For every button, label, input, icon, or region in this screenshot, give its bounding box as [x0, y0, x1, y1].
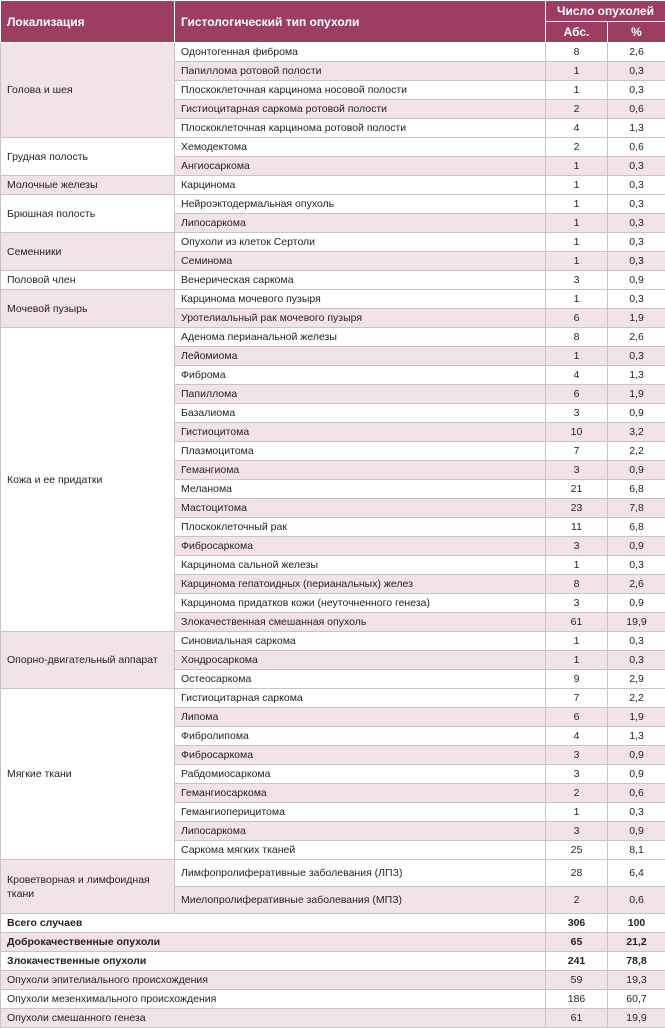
tumor-type-cell: Ангиосаркома — [175, 157, 546, 176]
abs-count-cell: 4 — [546, 366, 608, 385]
abs-count-cell: 1 — [546, 651, 608, 670]
percent-cell: 2,6 — [608, 43, 665, 62]
abs-count-cell: 1 — [546, 81, 608, 100]
summary-pct: 100 — [608, 914, 665, 933]
summary-row — [1, 1009, 665, 1028]
table-body — [1, 43, 665, 1028]
percent-cell: 0,3 — [608, 81, 665, 100]
summary-row — [1, 914, 665, 933]
abs-count-cell: 4 — [546, 727, 608, 746]
abs-count-cell: 10 — [546, 423, 608, 442]
localization-cell: Кожа и ее придатки — [1, 328, 175, 632]
percent-cell: 1,9 — [608, 309, 665, 328]
percent-cell: 0,3 — [608, 556, 665, 575]
header-pct: % — [608, 22, 665, 43]
abs-count-cell: 3 — [546, 594, 608, 613]
table-row — [1, 138, 665, 157]
tumor-type-cell: Карцинома придатков кожи (неуточненного генеза) — [175, 594, 546, 613]
abs-count-cell: 3 — [546, 537, 608, 556]
abs-count-cell: 7 — [546, 689, 608, 708]
percent-cell: 1,9 — [608, 385, 665, 404]
tumor-type-cell: Мастоцитома — [175, 499, 546, 518]
localization-cell: Молочные железы — [1, 176, 175, 195]
tumor-type-cell: Уротелиальный рак мочевого пузыря — [175, 309, 546, 328]
abs-count-cell: 1 — [546, 176, 608, 195]
abs-count-cell: 1 — [546, 290, 608, 309]
tumor-type-cell: Аденома перианальной железы — [175, 328, 546, 347]
tumor-type-cell: Синовиальная саркома — [175, 632, 546, 651]
abs-count-cell: 2 — [546, 784, 608, 803]
percent-cell: 0,9 — [608, 594, 665, 613]
tumor-type-cell: Фибролипома — [175, 727, 546, 746]
summary-label: Всего случаев — [1, 914, 546, 933]
tumor-type-cell: Плоскоклеточная карцинома ротовой полости — [175, 119, 546, 138]
tumor-type-cell: Фибросаркома — [175, 537, 546, 556]
tumor-type-cell: Плоскоклеточная карцинома носовой полости — [175, 81, 546, 100]
table-row — [1, 195, 665, 214]
tumor-type-cell: Одонтогенная фиброма — [175, 43, 546, 62]
abs-count-cell: 1 — [546, 347, 608, 366]
percent-cell: 6,8 — [608, 480, 665, 499]
percent-cell: 0,3 — [608, 214, 665, 233]
abs-count-cell: 2 — [546, 887, 608, 914]
table-row — [1, 233, 665, 252]
localization-cell: Семенники — [1, 233, 175, 271]
abs-count-cell: 21 — [546, 480, 608, 499]
localization-cell: Брюшная полость — [1, 195, 175, 233]
tumor-type-cell: Папиллома — [175, 385, 546, 404]
percent-cell: 8,1 — [608, 841, 665, 860]
header-histological-type: Гистологический тип опухоли — [175, 1, 546, 43]
summary-pct: 19,9 — [608, 1009, 665, 1028]
abs-count-cell: 3 — [546, 746, 608, 765]
tumor-type-cell: Остеосаркома — [175, 670, 546, 689]
percent-cell: 2,9 — [608, 670, 665, 689]
localization-cell: Опорно-двигательный аппарат — [1, 632, 175, 689]
percent-cell: 0,9 — [608, 746, 665, 765]
percent-cell: 0,6 — [608, 887, 665, 914]
tumor-type-cell: Гемангиосаркома — [175, 784, 546, 803]
percent-cell: 0,3 — [608, 157, 665, 176]
summary-pct: 60,7 — [608, 990, 665, 1009]
tumor-type-cell: Рабдомиосаркома — [175, 765, 546, 784]
percent-cell: 0,3 — [608, 632, 665, 651]
percent-cell: 2,6 — [608, 575, 665, 594]
abs-count-cell: 8 — [546, 575, 608, 594]
table-row — [1, 176, 665, 195]
tumor-type-cell: Лейомиома — [175, 347, 546, 366]
percent-cell: 0,9 — [608, 537, 665, 556]
abs-count-cell: 3 — [546, 765, 608, 784]
summary-pct: 19,3 — [608, 971, 665, 990]
summary-label: Опухоли эпителиального происхождения — [1, 971, 546, 990]
percent-cell: 1,9 — [608, 708, 665, 727]
localization-cell: Половой член — [1, 271, 175, 290]
tumor-type-cell: Хондросаркома — [175, 651, 546, 670]
tumor-type-cell: Фиброма — [175, 366, 546, 385]
abs-count-cell: 2 — [546, 138, 608, 157]
summary-row — [1, 971, 665, 990]
summary-abs: 65 — [546, 933, 608, 952]
tumor-type-cell: Лимфопролиферативные заболевания (ЛПЗ) — [175, 860, 546, 887]
tumor-type-cell: Липосаркома — [175, 822, 546, 841]
header-localization: Локализация — [1, 1, 175, 43]
tumor-type-cell: Миелопролиферативные заболевания (МПЗ) — [175, 887, 546, 914]
percent-cell: 0,9 — [608, 461, 665, 480]
abs-count-cell: 8 — [546, 43, 608, 62]
tumor-type-cell: Базалиома — [175, 404, 546, 423]
tumor-type-cell: Карцинома мочевого пузыря — [175, 290, 546, 309]
abs-count-cell: 4 — [546, 119, 608, 138]
percent-cell: 0,3 — [608, 347, 665, 366]
percent-cell: 0,3 — [608, 651, 665, 670]
tumor-type-cell: Карцинома — [175, 176, 546, 195]
abs-count-cell: 8 — [546, 328, 608, 347]
abs-count-cell: 1 — [546, 252, 608, 271]
abs-count-cell: 28 — [546, 860, 608, 887]
tumor-type-cell: Карцинома гепатоидных (перианальных) желез — [175, 575, 546, 594]
percent-cell: 6,8 — [608, 518, 665, 537]
percent-cell: 0,9 — [608, 822, 665, 841]
localization-cell: Голова и шея — [1, 43, 175, 138]
localization-cell: Кроветворная и лимфоидная ткани — [1, 860, 175, 914]
percent-cell: 0,6 — [608, 100, 665, 119]
table-header — [1, 1, 665, 43]
percent-cell: 0,3 — [608, 195, 665, 214]
header-tumor-count: Число опухолей — [546, 1, 665, 22]
tumor-type-cell: Плоскоклеточный рак — [175, 518, 546, 537]
abs-count-cell: 11 — [546, 518, 608, 537]
percent-cell: 0,3 — [608, 176, 665, 195]
percent-cell: 0,3 — [608, 62, 665, 81]
tumor-type-cell: Фибросаркома — [175, 746, 546, 765]
percent-cell: 2,2 — [608, 689, 665, 708]
abs-count-cell: 1 — [546, 157, 608, 176]
tumor-type-cell: Гистиоцитарная саркома ротовой полости — [175, 100, 546, 119]
percent-cell: 0,6 — [608, 138, 665, 157]
abs-count-cell: 61 — [546, 613, 608, 632]
abs-count-cell: 25 — [546, 841, 608, 860]
header-abs: Абс. — [546, 22, 608, 43]
percent-cell: 0,3 — [608, 233, 665, 252]
localization-cell: Мочевой пузырь — [1, 290, 175, 328]
table-row — [1, 860, 665, 887]
localization-cell: Мягкие ткани — [1, 689, 175, 860]
tumor-type-cell: Меланома — [175, 480, 546, 499]
percent-cell: 1,3 — [608, 366, 665, 385]
tumor-type-cell: Гемангиома — [175, 461, 546, 480]
abs-count-cell: 9 — [546, 670, 608, 689]
abs-count-cell: 1 — [546, 803, 608, 822]
summary-pct: 78,8 — [608, 952, 665, 971]
percent-cell: 2,2 — [608, 442, 665, 461]
table-row — [1, 632, 665, 651]
percent-cell: 19,9 — [608, 613, 665, 632]
summary-pct: 21,2 — [608, 933, 665, 952]
summary-abs: 306 — [546, 914, 608, 933]
abs-count-cell: 3 — [546, 822, 608, 841]
tumor-type-cell: Гемангиоперицитома — [175, 803, 546, 822]
abs-count-cell: 3 — [546, 461, 608, 480]
percent-cell: 0,3 — [608, 290, 665, 309]
summary-row — [1, 952, 665, 971]
percent-cell: 0,6 — [608, 784, 665, 803]
summary-abs: 61 — [546, 1009, 608, 1028]
tumor-type-cell: Опухоли из клеток Сертоли — [175, 233, 546, 252]
abs-count-cell: 1 — [546, 214, 608, 233]
percent-cell: 2,6 — [608, 328, 665, 347]
table-row — [1, 290, 665, 309]
percent-cell: 0,9 — [608, 271, 665, 290]
tumor-type-cell: Злокачественная смешанная опухоль — [175, 613, 546, 632]
tumor-type-cell: Гистиоцитома — [175, 423, 546, 442]
tumor-type-cell: Семинома — [175, 252, 546, 271]
tumor-type-cell: Липома — [175, 708, 546, 727]
abs-count-cell: 6 — [546, 385, 608, 404]
abs-count-cell: 2 — [546, 100, 608, 119]
abs-count-cell: 3 — [546, 404, 608, 423]
abs-count-cell: 6 — [546, 708, 608, 727]
summary-abs: 59 — [546, 971, 608, 990]
summary-abs: 241 — [546, 952, 608, 971]
percent-cell: 0,9 — [608, 765, 665, 784]
percent-cell: 6,4 — [608, 860, 665, 887]
summary-row — [1, 933, 665, 952]
tumor-type-cell: Венерическая саркома — [175, 271, 546, 290]
percent-cell: 0,3 — [608, 252, 665, 271]
tumor-type-cell: Карцинома сальной железы — [175, 556, 546, 575]
abs-count-cell: 1 — [546, 632, 608, 651]
abs-count-cell: 3 — [546, 271, 608, 290]
abs-count-cell: 1 — [546, 195, 608, 214]
tumor-type-cell: Липосаркома — [175, 214, 546, 233]
percent-cell: 7,8 — [608, 499, 665, 518]
percent-cell: 3,2 — [608, 423, 665, 442]
abs-count-cell: 1 — [546, 233, 608, 252]
table-row — [1, 271, 665, 290]
summary-label: Опухоли мезенхимального происхождения — [1, 990, 546, 1009]
tumor-type-cell: Нейроэктодермальная опухоль — [175, 195, 546, 214]
tumor-type-cell: Саркома мягких тканей — [175, 841, 546, 860]
abs-count-cell: 7 — [546, 442, 608, 461]
tumor-type-cell: Плазмоцитома — [175, 442, 546, 461]
summary-abs: 186 — [546, 990, 608, 1009]
table-row — [1, 43, 665, 62]
percent-cell: 1,3 — [608, 119, 665, 138]
percent-cell: 1,3 — [608, 727, 665, 746]
summary-row — [1, 990, 665, 1009]
percent-cell: 0,9 — [608, 404, 665, 423]
tumor-type-cell: Папиллома ротовой полости — [175, 62, 546, 81]
localization-cell: Грудная полость — [1, 138, 175, 176]
tumor-type-cell: Гистиоцитарная саркома — [175, 689, 546, 708]
table-row — [1, 689, 665, 708]
summary-label: Доброкачественные опухоли — [1, 933, 546, 952]
abs-count-cell: 1 — [546, 62, 608, 81]
abs-count-cell: 23 — [546, 499, 608, 518]
abs-count-cell: 1 — [546, 556, 608, 575]
tumor-type-cell: Хемодектома — [175, 138, 546, 157]
summary-label: Злокачественные опухоли — [1, 952, 546, 971]
abs-count-cell: 6 — [546, 309, 608, 328]
table-row — [1, 328, 665, 347]
summary-label: Опухоли смешанного генеза — [1, 1009, 546, 1028]
percent-cell: 0,3 — [608, 803, 665, 822]
